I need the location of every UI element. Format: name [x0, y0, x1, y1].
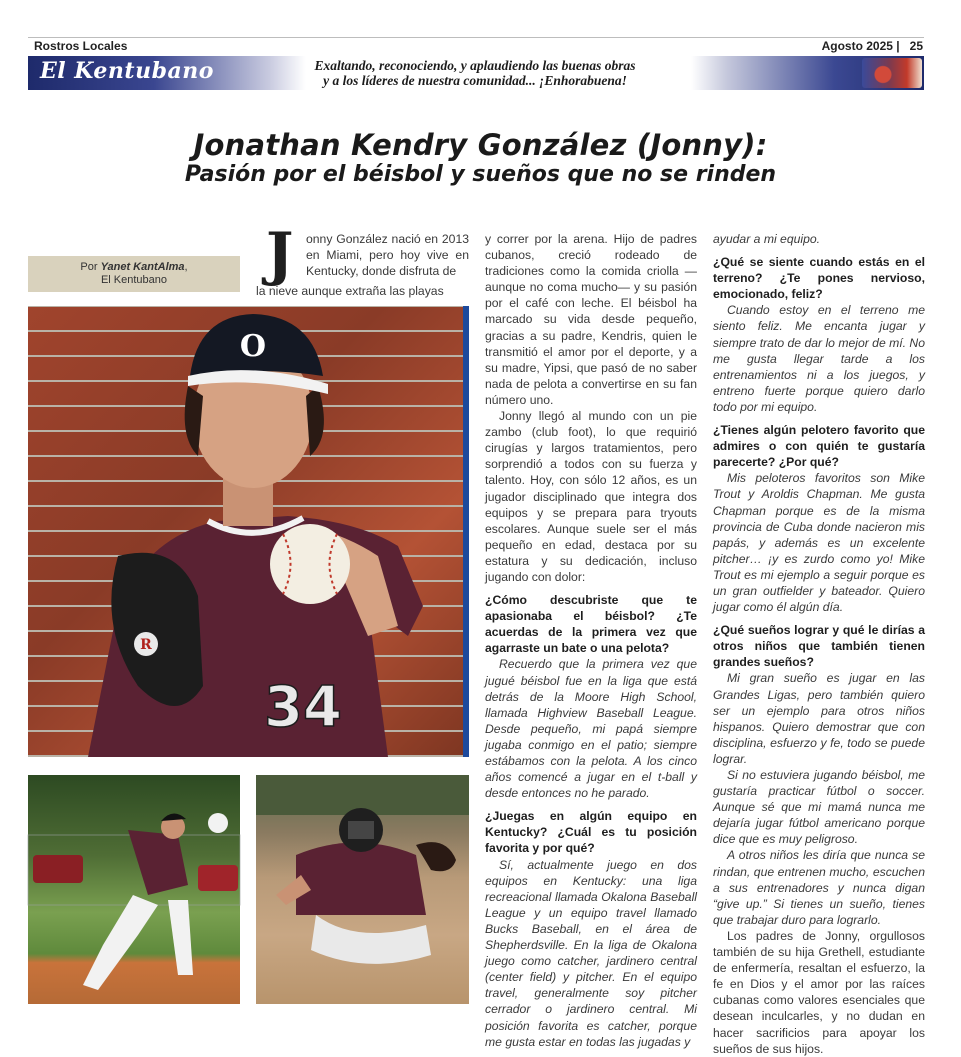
interview-answer: Si no estuviera jugando béisbol, me gustaría practicar fútbol o soccer. Aunque sé que mi mamá nunca me dejaría jugar fútbol americano porque dice que es muy peligroso. [713, 768, 925, 847]
interview-question: ¿Juegas en algún equipo en Kentucky? ¿Cuál es tu posición favorita y por qué? [485, 809, 697, 856]
intro-paragraph-end: la nieve aunque extraña las playas [256, 284, 444, 298]
interview-answer: Mis peloteros favoritos son Mike Trout y Aroldis Chapman. Me gusta Chapman porque es de la misma provincia de Cuba donde nacieron mis papás, y además es un excelente pitcher… ¡y es zurdo como yo! Mike Trout es mi ejemplo a seguir porque es un gran outfielder y bateador. Quiero jugar como él algún día. [713, 471, 925, 615]
intro-paragraph: onny González nació en 2013 en Miami, pero hoy vive en Kentucky, donde disfruta de [306, 232, 469, 278]
byline-prefix: Por [80, 261, 101, 273]
catcher-illustration [256, 775, 469, 1004]
article-column-3 [713, 231, 925, 1057]
svg-text:R: R [140, 637, 152, 653]
interview-answer: Mi gran sueño es jugar en las Grandes Ligas, pero también quiero ser un ejemplo para otros niños hispanos. Quiero demostrar que con disciplina, esfuerzo y fe, todo se puede lograr. [713, 671, 925, 766]
photo-catcher-crouching [256, 775, 469, 1004]
cap-letter: O [239, 329, 267, 364]
interview-question: ¿Qué sueños lograr y qué le dirías a otros niños que también tienen grandes sueños? [713, 623, 925, 670]
header-rule [28, 37, 924, 38]
interview-answer: Recuerdo que la primera vez que jugué béisbol fue en la liga que está detrás de la Moore High School, llamada Highview Baseball League. Desde pequeño, mi papá siempre jugaba conmigo en el patio; siempre estábamos con la pelota. A los cinco años comencé a jugar en el t-ball y desde entonces no he parado. [485, 657, 697, 801]
interview-question: ¿Qué se siente cuando estás en el terreno? ¿Te pones nervioso, emocionado, feliz? [713, 255, 925, 302]
paragraph: Jonny llegó al mundo con un pie zambo (club foot), lo que requirió cirugías y largos tratamientos, pero sorprendió a todos con su fuerza y talento. Hoy, con sólo 12 años, es un jugador disciplinado que integra dos equipos y se prepara para tryouts escolares. Aunque suele ser el más pequeño en edad, destaca por su estatura y su dedicación, incluso jugando con dolor: [485, 409, 697, 584]
section-label: Rostros Locales [34, 39, 128, 53]
interview-answer: Cuando estoy en el terreno me siento feliz. Me encanta jugar y siempre trato de dar lo mejor de mí. No me gusta llegar tarde a los entrenamientos ni a los juegos, y entreno fuerte porque quiero darlo todo por mi equipo. [713, 303, 926, 414]
author-name: Yanet KantAlma [100, 261, 185, 273]
photo-pitcher-on-mound [28, 775, 240, 1004]
main-photo-illustration [28, 306, 469, 757]
pitcher-illustration [28, 775, 240, 1004]
issue-page-number: Agosto 2025 | 25 [821, 39, 923, 53]
main-photo-player-holding-ball [28, 306, 469, 757]
byline-comma: , [184, 261, 188, 273]
byline-publication: El Kentubano [100, 274, 168, 286]
tagline-line-2: y a los líderes de nuestra comunidad... ¡Enhorabuena! [323, 73, 627, 88]
publication-logo: El Kentubano [40, 58, 214, 84]
tagline-line-1: Exaltando, reconociendo, y aplaudiendo las buenas obras [314, 58, 636, 73]
article-subtitle: Pasión por el béisbol y sueños que no se rinden [184, 162, 777, 187]
interview-answer: Sí, actualmente juego en dos equipos en Kentucky: una liga recreacional llamada Okalona Baseball League y un equipo travel llamado Bucks Baseball, en el área de Shepherdsville. En la liga de Okalona juego como catcher, jardinero central (center field) y pitcher. En el equipo travel, generalmente soy pitcher cerrador o jardinero central. Mi posición favorita es catcher, porque me gusta estar en todas las jugadas y [485, 857, 697, 1049]
article-title: Jonathan Kendry González (Jonny): [193, 128, 768, 162]
byline-box [28, 256, 240, 292]
masthead-tagline [260, 58, 690, 88]
jersey-number: 34 [264, 675, 342, 740]
interview-question: ¿Tienes algún pelotero favorito que admires o con quién te gustaría parecerte? ¿Por qué? [713, 423, 925, 470]
closing-paragraph: Los padres de Jonny, orgullosos también de su hija Grethell, estudiante de enfermería, resaltan el esfuerzo, la fe en Dios y el amor por las raíces cubanas como valores esenciales que desean inculcarles, y no dudan en hacer sacrificios para apoyar los sueños de sus hijos. [713, 928, 925, 1056]
interview-answer-end: ayudar a mi equipo. [713, 232, 821, 246]
paragraph: y correr por la arena. Hijo de padres cubanos, creció rodeado de tradiciones como la comida criolla —aunque no coma mucho— y su pasión por el café con leche. El béisbol ha marcado su vida desde pequeño, gracias a su padre, Kendris, quien le transmitió el amor por el deporte, y a su madre, Yipsi, que pasó de no saber nada de pelota a convertirse en su fan número uno. [485, 232, 697, 407]
painted-face-image [862, 58, 922, 88]
drop-cap: J [266, 220, 294, 288]
baseball [270, 524, 350, 604]
article-column-2 [485, 231, 697, 1050]
interview-answer: A otros niños les diría que nunca se rindan, que entrenen mucho, escuchen a sus entrenadores y nunca digan “give up.” Si tienes un sueño, tienes que trabajar duro para lograrlo. [713, 848, 925, 927]
interview-question: ¿Cómo descubriste que te apasionaba el béisbol? ¿Te acuerdas de la primera vez que agarraste un bate o una pelota? [485, 593, 697, 656]
